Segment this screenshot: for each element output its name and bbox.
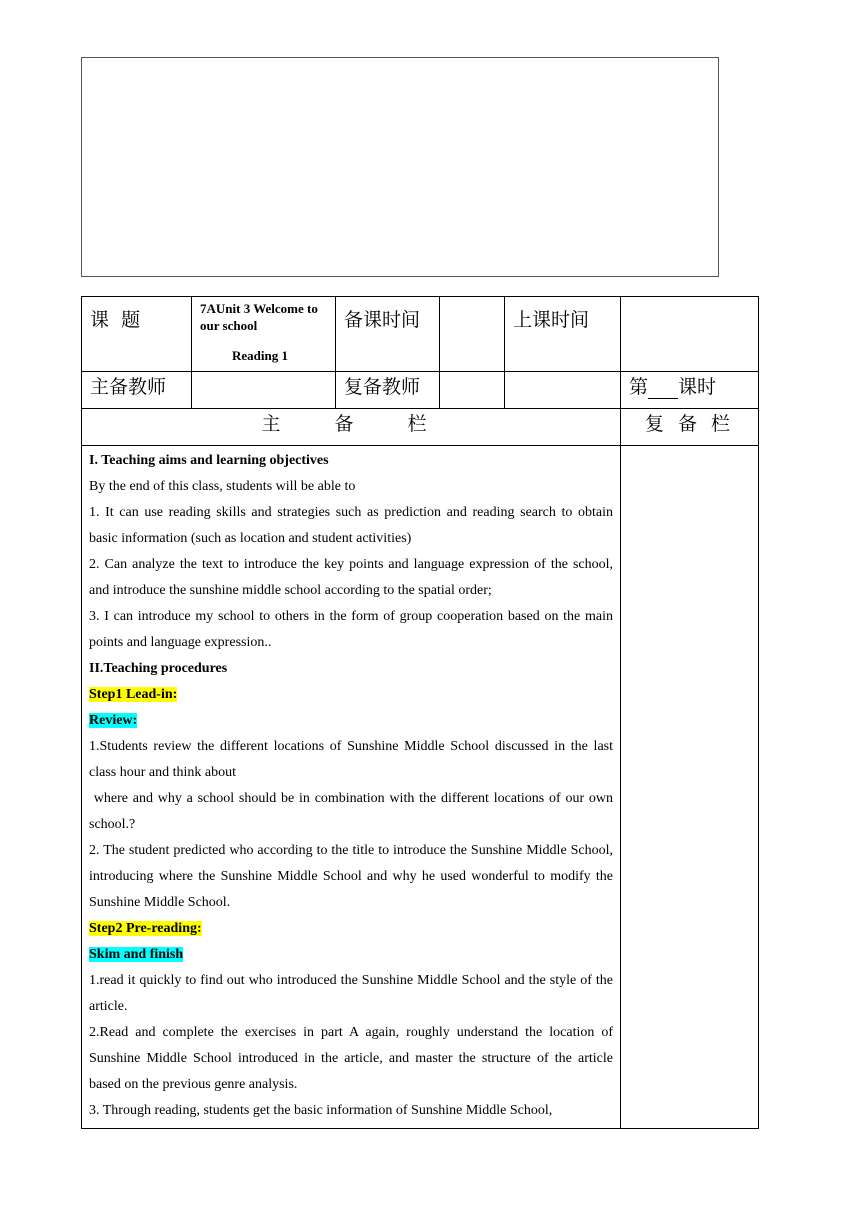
skim-title: Skim and finish bbox=[89, 947, 184, 962]
top-blank-box bbox=[81, 57, 719, 277]
step2-item: 2.Read and complete the exercises in part A again, roughly understand the location of Sunshine Middle School introduced in the article, and master the structure of the article based on the previous genre analysis. bbox=[89, 1025, 613, 1092]
aim-item: 1. It can use reading skills and strategies such as prediction and reading search to obtain basic information (such as location and student activities) bbox=[89, 505, 613, 546]
period-cell bbox=[621, 372, 759, 409]
content-row bbox=[82, 446, 759, 1129]
topic-line-1: 7AUnit 3 Welcome to our school bbox=[200, 301, 318, 333]
step2-title: Step2 Pre-reading: bbox=[89, 921, 202, 936]
review-column-title bbox=[621, 409, 759, 446]
step1-item: where and why a school should be in combination with the different locations of our own school.? bbox=[89, 791, 617, 832]
main-column-title bbox=[82, 409, 621, 446]
lesson-plan-table bbox=[81, 296, 759, 1129]
period-suffix: 课时 bbox=[678, 376, 717, 398]
period-prefix: 第 bbox=[629, 376, 649, 398]
step2-item: 1.read it quickly to find out who introduced the Sunshine Middle School and the style of the article. bbox=[89, 973, 613, 1014]
main-teacher-label: 主备教师 bbox=[82, 372, 192, 409]
prep-time-value[interactable] bbox=[440, 297, 505, 372]
review-column-title-text: 复 备 栏 bbox=[644, 413, 735, 435]
review-notes-column[interactable] bbox=[621, 446, 759, 1129]
review-teacher-value[interactable] bbox=[440, 372, 505, 409]
header-row-3 bbox=[82, 409, 759, 446]
class-time-label: 上课时间 bbox=[505, 297, 621, 372]
step1-item: 1.Students review the different locations of Sunshine Middle School discussed in the last class hour and think about bbox=[89, 739, 613, 780]
header-row-1 bbox=[82, 297, 759, 372]
review-title: Review: bbox=[89, 713, 138, 728]
step2-item: 3. Through reading, students get the basic information of Sunshine Middle School, bbox=[89, 1103, 553, 1118]
step1-item: 2. The student predicted who according to the title to introduce the Sunshine Middle School, introducing where the Sunshine Middle School and why he used wonderful to modify the Sunshine Middle School. bbox=[89, 843, 613, 910]
topic-label: 课 题 bbox=[82, 297, 192, 372]
header-row-2 bbox=[82, 372, 759, 409]
review-teacher-label: 复备教师 bbox=[336, 372, 440, 409]
class-time-value[interactable] bbox=[621, 297, 759, 372]
aim-item: 2. Can analyze the text to introduce the key points and language expression of the school, and introduce the sunshine middle school according to the spatial order; bbox=[89, 557, 613, 598]
procedures-heading: II.Teaching procedures bbox=[89, 661, 228, 676]
empty-cell bbox=[505, 372, 621, 409]
period-blank[interactable] bbox=[648, 380, 678, 399]
main-column-title-text: 主 备 栏 bbox=[261, 413, 441, 435]
aims-intro: By the end of this class, students will be able to bbox=[89, 479, 356, 494]
aims-heading: I. Teaching aims and learning objectives bbox=[89, 453, 329, 468]
prep-time-label: 备课时间 bbox=[336, 297, 440, 372]
main-content bbox=[82, 446, 621, 1129]
step1-title: Step1 Lead-in: bbox=[89, 687, 178, 702]
topic-line-2: Reading 1 bbox=[232, 348, 288, 363]
main-teacher-value[interactable] bbox=[192, 372, 336, 409]
topic-value bbox=[192, 297, 336, 372]
aim-item: 3. I can introduce my school to others in the form of group cooperation based on the main points and language expression.. bbox=[89, 609, 613, 650]
